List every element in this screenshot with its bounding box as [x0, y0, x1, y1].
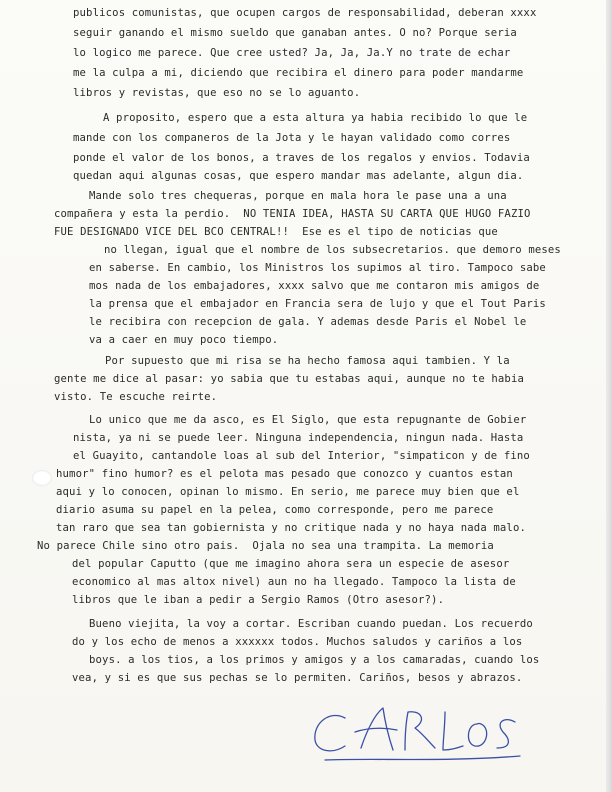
letter-line: FUE DESIGNADO VICE DEL BCO CENTRAL!! Ese es el tipo de noticias que — [54, 226, 498, 238]
letter-line: libros y revistas, que eso no se lo aguanto. — [73, 87, 361, 99]
letter-line: visto. Te escuche reirte. — [54, 391, 218, 403]
letter-line: va a caer en muy poco tiempo. — [89, 334, 279, 346]
letter-line: Por supuesto que mi risa se ha hecho famosa aqui tambien. Y la — [105, 355, 510, 367]
letter-line: le recibira con recepcion de gala. Y ademas desde Paris el Nobel le — [89, 316, 527, 328]
letter-line: en saberse. En cambio, los Ministros los supimos al tiro. Tampoco sabe — [89, 262, 546, 274]
letter-line: humor" fino humor? es el pelota mas pesado que conozco y cuantos estan — [56, 468, 513, 480]
letter-line: boys. a los tios, a los primos y amigos y a los camaradas, cuando los — [89, 654, 540, 666]
letter-line: mos nada de los embajadores, xxxx salvo que me contaron mis amigos de — [89, 280, 540, 292]
letter-line: diario asuma su papel en la pelea, como corresponde, pero me parece — [56, 504, 494, 516]
letter-line: Lo unico que me da asco, es El Siglo, que esta repugnante de Gobier — [89, 414, 527, 426]
letter-line: No parece Chile sino otro pais. Ojala no sea una trampita. La memoria — [37, 540, 494, 552]
letter-line: aqui y lo conocen, opinan lo mismo. En serio, me parece muy bien que el — [56, 486, 520, 498]
letter-line: compañera y esta la perdio. NO TENIA IDEA, HASTA SU CARTA QUE HUGO FAZIO — [54, 208, 531, 220]
letter-line: el Guayito, cantandole loas al sub del Interior, "simpaticon y de fino — [73, 450, 530, 462]
letter-line: A proposito, espero que a esta altura ya habia recibido lo que le — [103, 112, 528, 124]
letter-line: me la culpa a mi, diciendo que recibira el dinero para poder mandarme — [73, 67, 524, 79]
letter-line: lo logico me parece. Que cree usted? Ja, Ja, Ja.Y no trate de echar — [73, 47, 511, 59]
letter-line: no llegan, igual que el nombre de los subsecretarios. que demoro meses — [104, 244, 561, 256]
letter-line: la prensa que el embajador en Francia sera de lujo y que el Tout Paris — [89, 298, 546, 310]
handwritten-signature — [305, 700, 535, 770]
letter-line: Bueno viejita, la voy a cortar. Escriban cuando puedan. Los recuerdo — [89, 618, 533, 630]
letter-line: Mande solo tres chequeras, porque en mala hora le pase una a una — [89, 190, 507, 202]
letter-line: nista, ya ni se puede leer. Ninguna independencia, ningun nada. Hasta — [73, 432, 524, 444]
letter-line: economico al mas altox nivel) aun no ha llegado. Tampoco la lista de — [72, 576, 516, 588]
letter-line: libros que le iban a pedir a Sergio Ramos (Otro asesor?). — [72, 594, 445, 606]
letter-line: seguir ganando el mismo sueldo que ganaban antes. O no? Porque seria — [73, 27, 517, 39]
page-edge — [606, 0, 612, 792]
letter-line: quedan aqui algunas cosas, que espero mandar mas adelante, algun dia. — [73, 170, 524, 182]
punch-hole — [32, 470, 52, 486]
letter-line: del popular Caputto (que me imagino ahora sera un especie de asesor — [72, 558, 510, 570]
letter-line: ponde el valor de los bonos, a traves de los regalos y envios. Todavia — [73, 152, 530, 164]
letter-line: publicos comunistas, que ocupen cargos de responsabilidad, deberan xxxx — [73, 7, 537, 19]
letter-line: tan raro que sea tan gobiernista y no critique nada y no haya nada malo. — [56, 522, 527, 534]
letter-line: vea, y si es que sus pechas se lo permiten. Cariños, besos y abrazos. — [72, 672, 523, 684]
letter-line: gente me dice al pasar: yo sabia que tu estabas aqui, aunque no te habia — [54, 373, 525, 385]
letter-line: mande con los companeros de la Jota y le hayan validado como corres — [73, 132, 511, 144]
letter-line: do y los echo de menos a xxxxxx todos. Muchos saludos y cariños a los — [72, 636, 523, 648]
